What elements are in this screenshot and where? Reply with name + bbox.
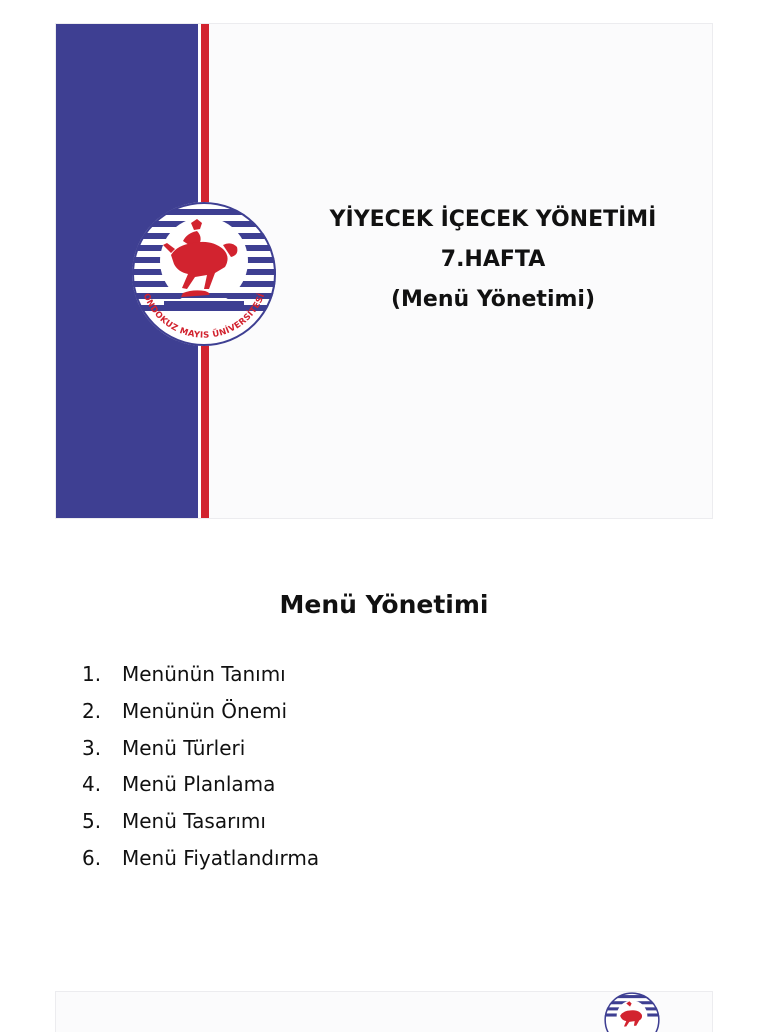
- list-item-number: 6.: [82, 845, 102, 870]
- list-item-label: Menü Tasarımı: [122, 809, 266, 834]
- list-item-label: Menü Fiyatlandırma: [122, 845, 320, 870]
- list-item: [82, 730, 319, 767]
- list-item-number: 4.: [82, 772, 102, 797]
- list-item: [82, 766, 319, 803]
- seal-ring-text: ONDOKUZ MAYIS ÜNİVERSİTESİ: [140, 292, 268, 341]
- list-item-number: 5.: [82, 809, 102, 834]
- list-item-number: 1.: [82, 662, 102, 686]
- list-item-label: Menü Planlama: [122, 772, 276, 797]
- topic-subtitle: (Menü Yönetimi): [390, 287, 596, 312]
- list-item: [82, 803, 319, 840]
- title-slide: [56, 24, 712, 518]
- list-item: [82, 693, 319, 730]
- week-label: 7.HAFTA: [440, 247, 546, 272]
- list-item-number: 2.: [82, 698, 102, 723]
- list-item-label: Menü Türleri: [122, 735, 246, 760]
- list-item-label: Menünün Tanımı: [122, 662, 286, 686]
- topics-list: [82, 656, 319, 877]
- list-item: [82, 656, 319, 693]
- list-item-label: Menünün Önemi: [122, 698, 288, 723]
- list-item-number: 3.: [82, 735, 102, 760]
- section-heading: Menü Yönetimi: [279, 590, 489, 619]
- list-item: [82, 840, 319, 877]
- university-seal-icon: [604, 992, 660, 1032]
- course-title: YİYECEK İÇECEK YÖNETİMİ: [329, 207, 657, 232]
- next-slide-preview: [56, 992, 712, 1032]
- slide-title: [256, 200, 712, 320]
